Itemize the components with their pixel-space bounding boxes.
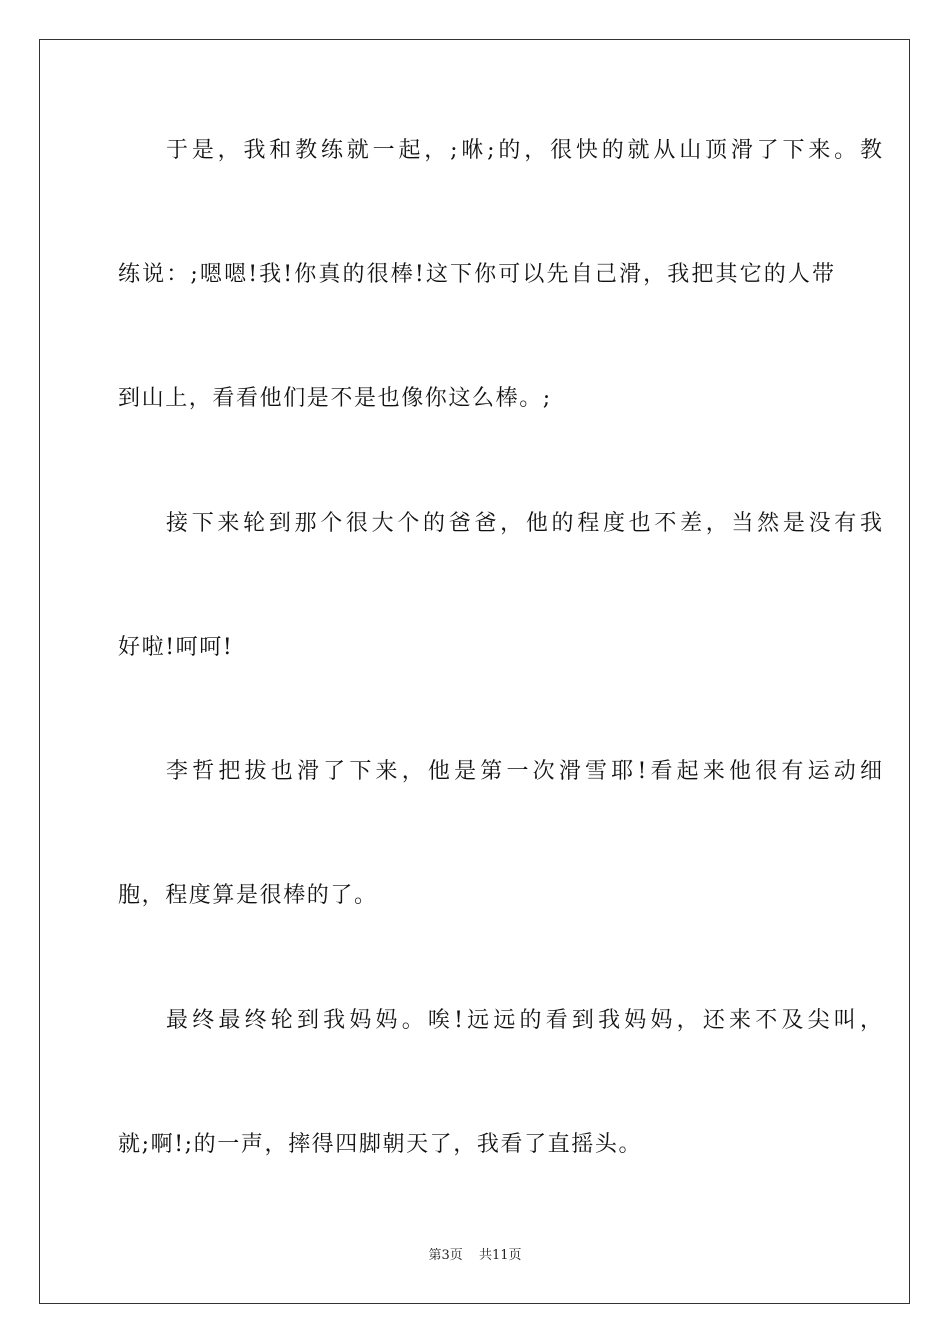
page-footer <box>0 1248 950 1264</box>
total-page-count: 共11页 <box>478 1248 522 1263</box>
current-page-number: 第3页 <box>428 1248 463 1263</box>
paragraph-3-line-2: 胞，程度算是很棒的了。 <box>118 883 378 908</box>
paragraph-2-line-1: 接下来轮到那个很大个的爸爸，他的程度也不差，当然是没有我 <box>166 511 882 536</box>
paragraph-3-line-1: 李哲把拔也滑了下来，他是第一次滑雪耶!看起来他很有运动细 <box>166 759 882 784</box>
page-border <box>39 39 910 1304</box>
paragraph-1-line-1: 于是，我和教练就一起，;咻;的，很快的就从山顶滑了下来。教 <box>166 138 882 163</box>
paragraph-4-line-2: 就;啊!;的一声，摔得四脚朝天了，我看了直摇头。 <box>118 1132 643 1157</box>
paragraph-1-line-2: 练说：;嗯嗯!我!你真的很棒!这下你可以先自己滑，我把其它的人带 <box>118 262 834 287</box>
paragraph-4-line-1: 最终最终轮到我妈妈。唉!远远的看到我妈妈，还来不及尖叫， <box>166 1008 882 1033</box>
paragraph-1-line-3: 到山上，看看他们是不是也像你这么棒。; <box>118 386 552 411</box>
paragraph-2-line-2: 好啦!呵呵! <box>118 635 234 660</box>
